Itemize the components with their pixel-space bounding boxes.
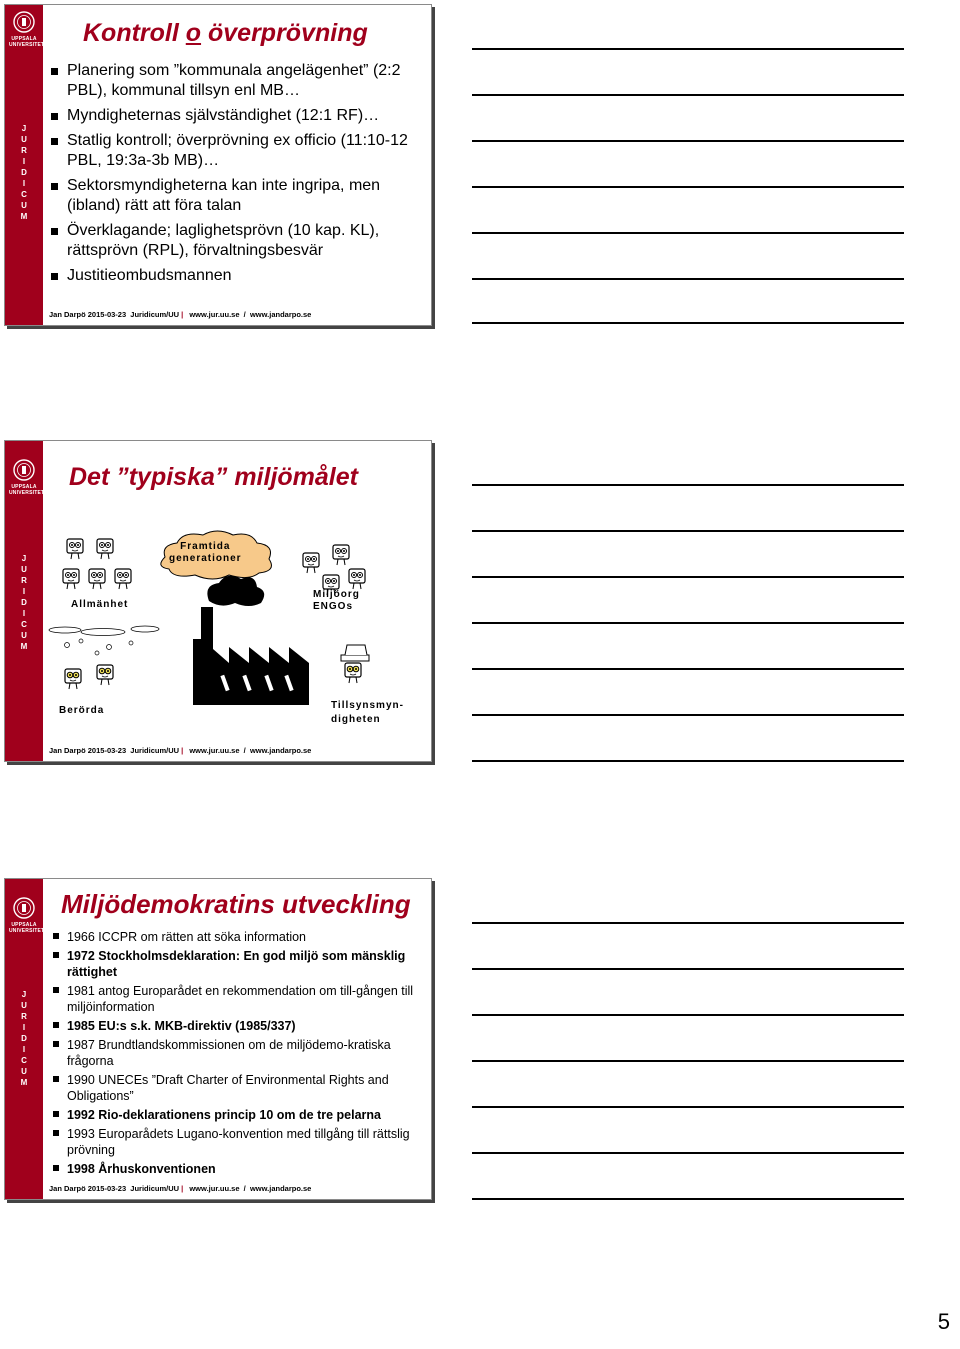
- uppsala-logo: [9, 895, 45, 937]
- note-line: [472, 484, 904, 486]
- bullet-list: [67, 61, 427, 291]
- logo-text: UPPSALA UNIVERSITET: [9, 922, 45, 934]
- url-link[interactable]: www.jandarpo.se: [249, 746, 312, 755]
- sidebar: [5, 441, 43, 761]
- note-line: [472, 278, 904, 280]
- bullet-item: 1990 UNECEs ”Draft Charter of Environmental Rights and Obligations”: [67, 1072, 429, 1104]
- sidebar: [5, 5, 43, 325]
- bullet-item: Överklagande; laglighetsprövn (10 kap. KL), rättsprövn (RPL), förvaltningsbesvär: [67, 221, 427, 261]
- bullet-square-icon: [53, 1022, 59, 1028]
- bullet-item: Planering som ”kommunala angelägenhet” (2:2 PBL), kommunal tillsyn enl MB…: [67, 61, 427, 101]
- url-link[interactable]: www.jandarpo.se: [249, 1184, 312, 1193]
- seal-icon: [13, 457, 35, 483]
- note-line: [472, 1152, 904, 1154]
- slide-1: [4, 4, 432, 326]
- logo-text: UPPSALA UNIVERSITET: [9, 36, 45, 48]
- juridicum-vertical-text: J U R I D I C U M: [20, 554, 28, 651]
- bullet-square-icon: [53, 1130, 59, 1136]
- bullet-item: 1966 ICCPR om rätten att söka information: [67, 929, 429, 945]
- bullet-item: 1972 Stockholmsdeklaration: En god miljö som mänsklig rättighet: [67, 948, 429, 980]
- bullet-square-icon: [51, 113, 58, 120]
- bullet-item: Statlig kontroll; överprövning ex officio (11:10-12 PBL, 19:3a-3b MB)…: [67, 131, 427, 171]
- slide-footer: Jan Darpö 2015-03-23 Juridicum/UU | www.jur.uu.se / www.jandarpo.se: [49, 746, 312, 755]
- note-line: [472, 530, 904, 532]
- authority-figure-icon: [341, 645, 369, 683]
- url-link[interactable]: www.jandarpo.se: [249, 310, 312, 319]
- bullet-item: 1992 Rio-deklarationens princip 10 om de tre pelarna: [67, 1107, 429, 1123]
- seal-icon: [13, 895, 35, 921]
- ngo-figures-icon: [303, 545, 365, 595]
- slide-title: Det ”typiska” miljömålet: [69, 463, 358, 491]
- slide-title: Miljödemokratins utveckling: [61, 889, 411, 919]
- juridicum-vertical-text: J U R I D I C U M: [20, 990, 28, 1087]
- note-line: [472, 576, 904, 578]
- bullet-item: 1993 Europarådets Lugano-konvention med tillgång till rättslig prövning: [67, 1126, 429, 1158]
- note-line: [472, 1060, 904, 1062]
- bullet-square-icon: [53, 952, 59, 958]
- label-framtida: Framtida generationer: [169, 541, 242, 564]
- uppsala-logo: [9, 9, 45, 51]
- bullet-item: Justitieombudsmannen: [67, 266, 427, 286]
- note-line: [472, 714, 904, 716]
- note-line: [472, 48, 904, 50]
- slide-2: [4, 440, 432, 762]
- bullet-item: Myndigheternas självständighet (12:1 RF)…: [67, 106, 427, 126]
- bullet-square-icon: [53, 1041, 59, 1047]
- note-line: [472, 1014, 904, 1016]
- note-line: [472, 186, 904, 188]
- url-link[interactable]: www.jur.uu.se: [189, 746, 240, 755]
- bullet-item: 1985 EU:s s.k. MKB-direktiv (1985/337): [67, 1018, 429, 1034]
- note-line: [472, 94, 904, 96]
- page-number: 5: [937, 1309, 950, 1334]
- bullet-item: 1987 Brundtlandskommissionen om de miljödemo-kratiska frågorna: [67, 1037, 429, 1069]
- bullet-item: 1998 Århuskonventionen: [67, 1161, 429, 1177]
- sidebar: [5, 879, 43, 1199]
- seal-icon: [13, 9, 35, 35]
- note-line: [472, 668, 904, 670]
- slide-footer: Jan Darpö 2015-03-23 Juridicum/UU | www.jur.uu.se / www.jandarpo.se: [49, 310, 312, 319]
- note-line: [472, 1198, 904, 1200]
- juridicum-vertical-text: J U R I D I C U M: [20, 124, 28, 221]
- bullet-square-icon: [51, 183, 58, 190]
- factory-icon: [193, 576, 309, 705]
- slide-title: Kontroll o överprövning: [83, 19, 368, 47]
- note-line: [472, 232, 904, 234]
- slide-3: [4, 878, 432, 1200]
- bullet-list: [67, 929, 429, 1180]
- bullet-square-icon: [51, 68, 58, 75]
- label-allmanhet: Allmänhet: [71, 599, 129, 610]
- label-tillsyn: Tillsynsmyn- digheten: [331, 700, 404, 725]
- bullet-item: 1981 antog Europarådet en rekommendation om till-gången till miljöinformation: [67, 983, 429, 1015]
- bullet-square-icon: [53, 1111, 59, 1117]
- bullet-square-icon: [53, 987, 59, 993]
- slide-footer: Jan Darpö 2015-03-23 Juridicum/UU | www.jur.uu.se / www.jandarpo.se: [49, 1184, 312, 1193]
- bullet-square-icon: [51, 273, 58, 280]
- public-figures-icon: [63, 539, 131, 589]
- bullet-square-icon: [53, 1165, 59, 1171]
- url-link[interactable]: www.jur.uu.se: [189, 1184, 240, 1193]
- bullet-item: Sektorsmyndigheterna kan inte ingripa, men (ibland) rätt att föra talan: [67, 176, 427, 216]
- bullet-square-icon: [51, 138, 58, 145]
- bullet-square-icon: [53, 1076, 59, 1082]
- logo-text: UPPSALA UNIVERSITET: [9, 484, 45, 496]
- bullet-square-icon: [51, 228, 58, 235]
- note-line: [472, 322, 904, 324]
- url-link[interactable]: www.jur.uu.se: [189, 310, 240, 319]
- note-line: [472, 922, 904, 924]
- label-miljoorg: Miljöorg ENGOs: [313, 589, 360, 612]
- bullet-square-icon: [53, 933, 59, 939]
- label-berorda: Berörda: [59, 705, 105, 716]
- note-line: [472, 1106, 904, 1108]
- note-line: [472, 140, 904, 142]
- note-line: [472, 622, 904, 624]
- affected-figures-icon: [49, 626, 159, 689]
- note-line: [472, 760, 904, 762]
- uppsala-logo: [9, 457, 45, 499]
- note-line: [472, 968, 904, 970]
